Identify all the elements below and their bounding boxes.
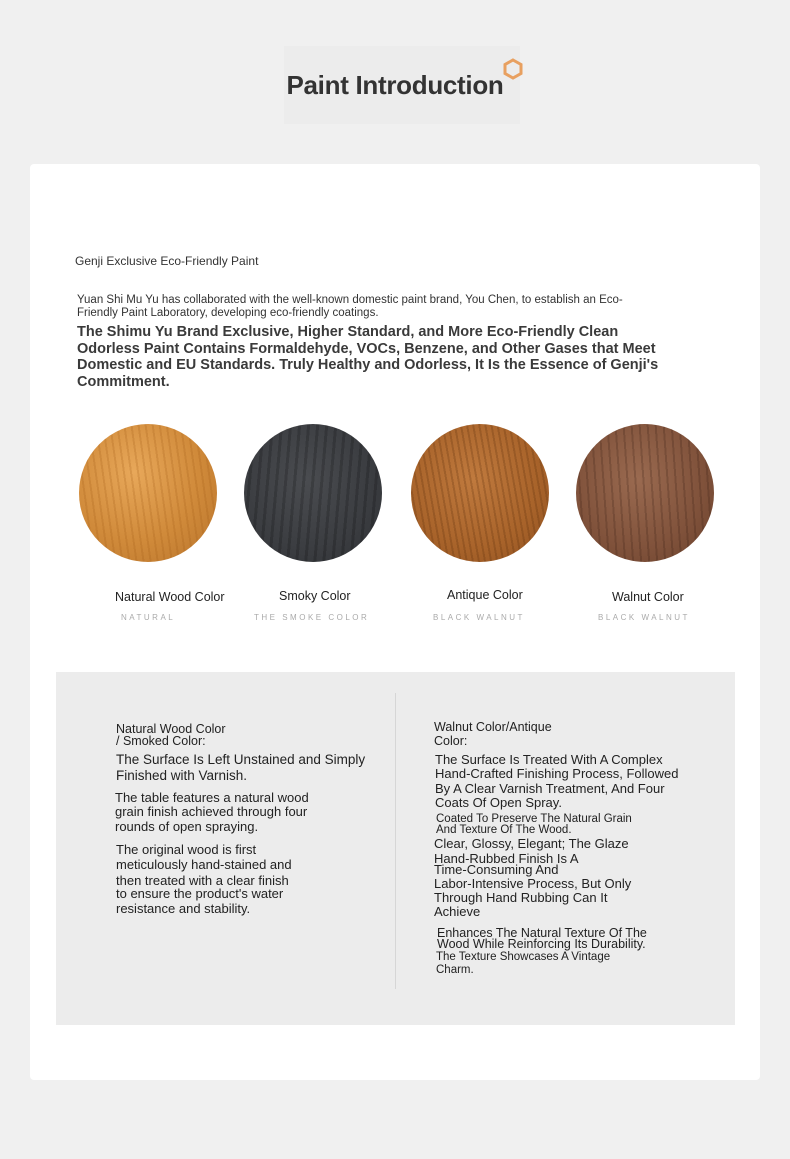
swatch-name-smoky: Smoky Color xyxy=(279,589,351,603)
swatch-sub-walnut: BLACK WALNUT xyxy=(598,613,690,622)
right-heading-line-2: Color: xyxy=(434,734,468,748)
right-p1-line-3: By A Clear Varnish Treatment, And Four xyxy=(435,781,665,796)
left-p3-line-1: The original wood is first xyxy=(116,842,257,857)
natural-wood-swatch xyxy=(79,424,217,562)
left-p3-line-4: to ensure the product's water xyxy=(116,886,284,901)
left-p1-line-2: Finished with Varnish. xyxy=(116,768,248,783)
right-p1-line-1: The Surface Is Treated With A Complex xyxy=(435,752,663,767)
swatch-name-natural: Natural Wood Color xyxy=(115,590,225,604)
section-kicker: Genji Exclusive Eco-Friendly Paint xyxy=(75,254,259,268)
right-p3-line-6: Achieve xyxy=(434,904,481,919)
left-p3-line-2: meticulously hand-stained and xyxy=(116,857,292,872)
left-p2-line-1: The table features a natural wood xyxy=(115,790,309,805)
left-heading-line-2: / Smoked Color: xyxy=(116,734,206,748)
right-p4-line-4: Charm. xyxy=(436,964,474,976)
left-p3-line-5: resistance and stability. xyxy=(116,901,251,916)
right-p4-line-2: Wood While Reinforcing Its Durability. xyxy=(437,937,646,951)
right-p2-line-1: Coated To Preserve The Natural Grain xyxy=(436,813,632,825)
swatch-sub-natural: NATURAL xyxy=(121,613,176,622)
right-heading-line-1: Walnut Color/Antique xyxy=(434,720,552,734)
right-p2-line-2: And Texture Of The Wood. xyxy=(436,824,572,836)
walnut-swatch xyxy=(576,424,714,562)
right-p3-line-4: Labor-Intensive Process, But Only xyxy=(434,876,632,891)
left-p1-line-1: The Surface Is Left Unstained and Simply xyxy=(116,752,366,767)
swatch-sub-smoky: THE SMOKE COLOR xyxy=(254,613,370,622)
right-p1-line-4: Coats Of Open Spray. xyxy=(435,795,562,810)
swatch-name-antique: Antique Color xyxy=(447,588,523,602)
hexagon-icon xyxy=(502,58,524,80)
swatch-sub-antique: BLACK WALNUT xyxy=(433,613,525,622)
antique-swatch xyxy=(411,424,549,562)
left-heading-line-1: Natural Wood Color xyxy=(116,722,226,736)
left-p2-line-3: rounds of open spraying. xyxy=(115,819,259,834)
right-p1-line-2: Hand-Crafted Finishing Process, Followed xyxy=(435,766,679,781)
right-p3-line-3: Time-Consuming And xyxy=(434,862,559,877)
intro-paragraph: Yuan Shi Mu Yu has collaborated with the well-known domestic paint brand, You Chen, to establish an Eco-Friendly Paint Laboratory, developing eco-friendly coatings. xyxy=(77,294,623,319)
smoky-swatch xyxy=(244,424,382,562)
right-p3-line-5: Through Hand Rubbing Can It xyxy=(434,890,608,905)
intro-highlight: The Shimu Yu Brand Exclusive, Higher Standard, and More Eco-Friendly Clean Odorless Paint Contains Formaldehyde, VOCs, Benzene, and Other Gases that Meet Domestic and EU Standards. Truly Healthy and Odorless, It Is the Essence of Genji's Commitment. xyxy=(77,324,659,390)
right-p3-line-2: Hand-Rubbed Finish Is A xyxy=(434,851,579,866)
right-p4-line-1: Enhances The Natural Texture Of The xyxy=(437,926,647,940)
swatch-name-walnut: Walnut Color xyxy=(612,590,684,604)
page-title: Paint Introduction xyxy=(286,70,504,100)
column-divider xyxy=(395,693,396,989)
left-p3-line-3: then treated with a clear finish xyxy=(116,873,289,888)
left-p2-line-2: grain finish achieved through four xyxy=(115,804,308,819)
right-p3-line-1: Clear, Glossy, Elegant; The Glaze xyxy=(434,836,629,851)
right-p4-line-3: The Texture Showcases A Vintage xyxy=(436,951,611,963)
